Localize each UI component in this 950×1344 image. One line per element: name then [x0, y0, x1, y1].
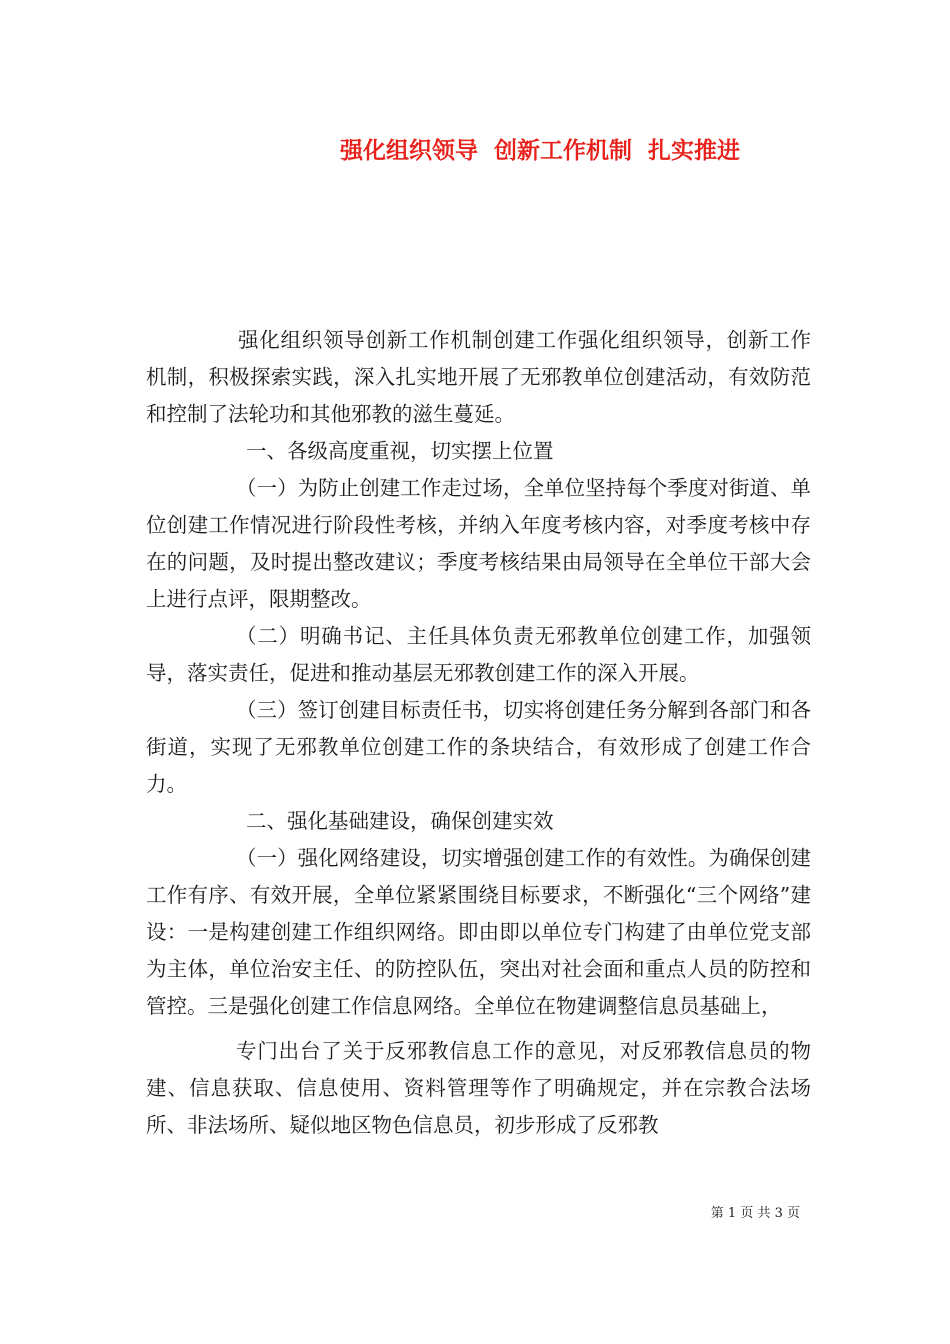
page-number-footer: 第 1 页 共 3 页 [710, 1206, 800, 1221]
paragraph-2-1: （一）强化网络建设，切实增强创建工作的有效性。为确保创建工作有序、有效开展，全单位紧紧围绕目标要求，不断强化“三个网络”建设：一是构建创建工作组织网络。即由即以单位专门构建了由单位党支部为主体，单位治安主任、的防控队伍，突出对社会面和重点人员的防控和管控。三是强化创建工作信息网络。全单位在物建调整信息员基础上， [146, 846, 811, 1018]
document-body [146, 322, 811, 1144]
paragraph-1-3: （三）签订创建目标责任书，切实将创建任务分解到各部门和各街道，实现了无邪教单位创建工作的条块结合，有效形成了创建工作合力。 [146, 698, 811, 796]
paragraph-intro: 强化组织领导创新工作机制创建工作强化组织领导，创新工作机制，积极探索实践，深入扎实地开展了无邪教单位创建活动，有效防范和控制了法轮功和其他邪教的滋生蔓延。 [146, 328, 811, 426]
section-heading-1: 一、各级高度重视，切实摆上位置 [246, 439, 554, 463]
paragraph-2-1-cont: 专门出台了关于反邪教信息工作的意见，对反邪教信息员的物建、信息获取、信息使用、资料管理等作了明确规定，并在宗教合法场所、非法场所、疑似地区物色信息员，初步形成了反邪教 [146, 1039, 811, 1137]
document-title: 强化组织领导 创新工作机制 扎实推进 [339, 138, 741, 164]
paragraph-1-2: （二）明确书记、主任具体负责无邪教单位创建工作，加强领导，落实责任，促进和推动基层无邪教创建工作的深入开展。 [146, 624, 811, 685]
paragraph-1-1: （一）为防止创建工作走过场，全单位坚持每个季度对街道、单位创建工作情况进行阶段性考核，并纳入年度考核内容，对季度考核中存在的问题，及时提出整改建议；季度考核结果由局领导在全单位干部大会上进行点评，限期整改。 [146, 476, 811, 611]
section-heading-2: 二、强化基础建设，确保创建实效 [246, 809, 554, 833]
